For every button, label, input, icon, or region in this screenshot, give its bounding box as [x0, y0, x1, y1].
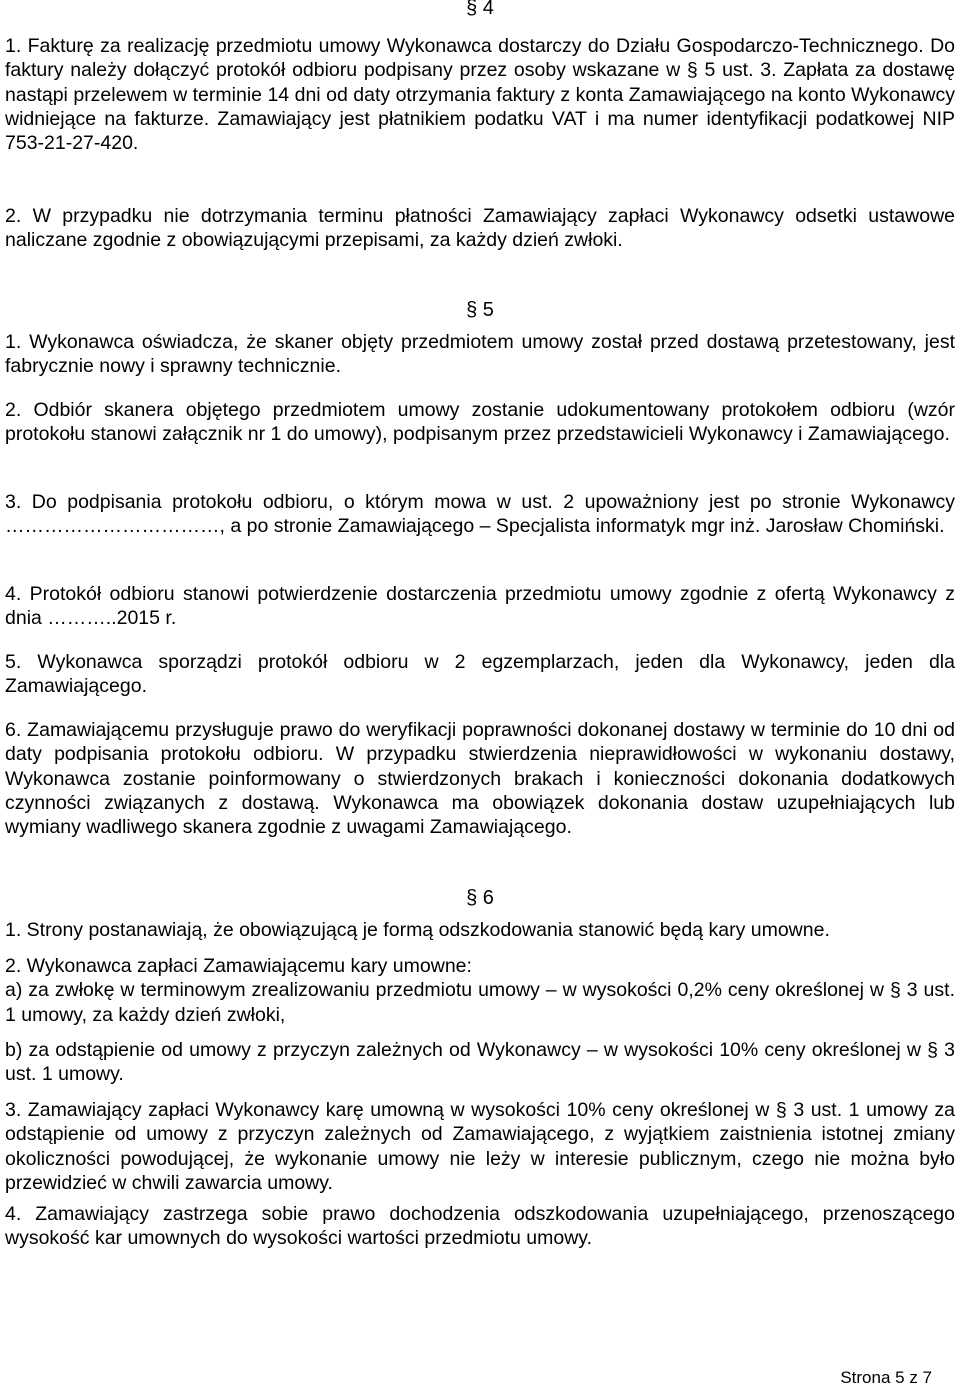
paragraph: 4. Zamawiający zastrzega sobie prawo dochodzenia odszkodowania uzupełniającego, przenoszącego wysokość kar umownych do wysokości wartości przedmiotu umowy.	[5, 1203, 955, 1250]
section-heading: § 5	[466, 299, 494, 321]
section-heading: § 4	[466, 0, 494, 19]
paragraph: 2. W przypadku nie dotrzymania terminu płatności Zamawiający zapłaci Wykonawcy odsetki ustawowe naliczane zgodnie z obowiązującymi przepisami, za każdy dzień zwłoki.	[5, 205, 955, 252]
paragraph: 5. Wykonawca sporządzi protokół odbioru w 2 egzemplarzach, jeden dla Wykonawcy, jeden dla Zamawiającego.	[5, 651, 955, 698]
paragraph: 1. Strony postanawiają, że obowiązującą je formą odszkodowania stanowić będą kary umowne.	[5, 919, 830, 941]
paragraph: 1. Wykonawca oświadcza, że skaner objęty przedmiotem umowy został przed dostawą przetestowany, jest fabrycznie nowy i sprawny technicznie.	[5, 331, 955, 378]
paragraph: 6. Zamawiającemu przysługuje prawo do weryfikacji poprawności dokonanej dostawy w terminie do 10 dni od daty podpisania protokołu odbioru. W przypadku stwierdzenia nieprawidłowości w wykonaniu dostawy, Wykonawca zostanie poinformowany o stwierdzonych brakach i konieczności dokonania dodatkowych czynności związanych z dostawą. Wykonawca ma obowiązek dokonania dostaw uzupełniających lub wymiany wadliwego skanera zgodnie z uwagami Zamawiającego.	[5, 719, 955, 839]
page-number: Strona 5 z 7	[840, 1368, 932, 1387]
paragraph: 4. Protokół odbioru stanowi potwierdzenie dostarczenia przedmiotu umowy zgodnie z ofertą Wykonawcy z dnia ………..2015 r.	[5, 583, 955, 630]
paragraph: 3. Do podpisania protokołu odbioru, o którym mowa w ust. 2 upoważniony jest po stronie Wykonawcy ……………………………, a po stronie Zamawiającego – Specjalista informatyk mgr inż. Jarosław Chomiński.	[5, 491, 955, 538]
paragraph: 2. Wykonawca zapłaci Zamawiającemu kary umowne: a) za zwłokę w terminowym zrealizowaniu przedmiotu umowy – w wysokości 0,2% ceny określonej w § 3 ust. 1 umowy, za każdy dzień zwłoki,	[5, 955, 955, 1026]
section-heading: § 6	[466, 887, 494, 909]
paragraph: 3. Zamawiający zapłaci Wykonawcy karę umowną w wysokości 10% ceny określonej w § 3 ust. 1 umowy za odstąpienie od umowy z przyczyn zależnych od Zamawiającego, z wyjątkiem zaistnienia istotnej zmiany okoliczności powodującej, że wykonanie umowy nie leży w interesie publicznym, czego nie można było przewidzieć w chwili zawarcia umowy.	[5, 1099, 955, 1194]
paragraph: 1. Fakturę za realizację przedmiotu umowy Wykonawca dostarczy do Działu Gospodarczo-Technicznego. Do faktury należy dołączyć protokół odbioru podpisany przez osoby wskazane w § 5 ust. 3. Zapłata za dostawę nastąpi przelewem w terminie 14 dni od daty otrzymania faktury z konta Zamawiającego na konto Wykonawcy widniejące na fakturze. Zamawiający jest płatnikiem podatku VAT i ma numer identyfikacji podatkowej NIP 753-21-27-420.	[5, 35, 955, 155]
paragraph: b) za odstąpienie od umowy z przyczyn zależnych od Wykonawcy – w wysokości 10% ceny określonej w § 3 ust. 1 umowy.	[5, 1039, 955, 1086]
paragraph: 2. Odbiór skanera objętego przedmiotem umowy zostanie udokumentowany protokołem odbioru (wzór protokołu stanowi załącznik nr 1 do umowy), podpisanym przez przedstawicieli Wykonawcy i Zamawiającego.	[5, 399, 955, 446]
